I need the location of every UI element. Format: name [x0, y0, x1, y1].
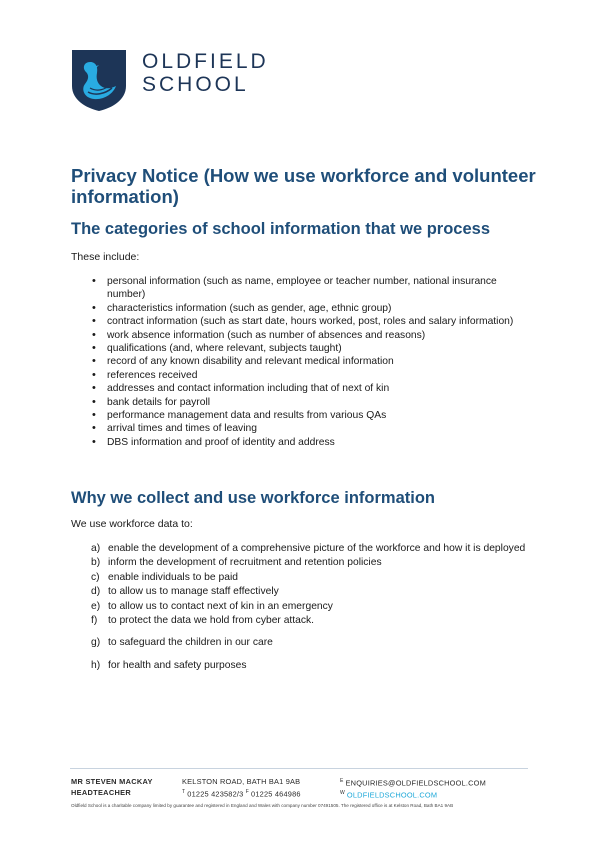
list-item — [91, 614, 531, 628]
list-item: • references received — [92, 369, 532, 382]
list-item — [91, 600, 531, 614]
why-collect-intro: We use workforce data to: — [71, 518, 193, 530]
list-item — [91, 542, 531, 556]
categories-list — [92, 275, 532, 449]
page-title: Privacy Notice (How we use workforce and volunteer information) — [71, 165, 536, 207]
footer-divider — [70, 768, 528, 769]
list-item-label: c) — [91, 571, 100, 583]
list-item — [91, 585, 531, 599]
list-item-label: f) — [91, 615, 98, 627]
list-item — [91, 556, 531, 570]
list-item — [91, 571, 531, 585]
list-item: • addresses and contact information including that of next of kin — [92, 382, 532, 395]
list-item: • performance management data and results from various QAs — [92, 409, 532, 422]
company-footnote: Oldfield School is a charitable company limited by guarantee and registered in England and Wales with company number 07491505. The registered office is at Kelston Road, Bath BA1 9AB — [71, 803, 454, 808]
list-item-label: g) — [91, 637, 101, 649]
list-item-text: for health and safety purposes — [108, 659, 247, 671]
list-item: • contract information (such as start date, hours worked, post, roles and salary information) — [92, 315, 532, 328]
section-heading-why-collect: Why we collect and use workforce information — [71, 489, 435, 507]
list-item — [91, 659, 531, 673]
footer-headteacher — [71, 776, 153, 798]
list-item: • qualifications (and, where relevant, subjects taught) — [92, 342, 532, 355]
section-heading-categories: The categories of school information that we process — [71, 220, 490, 238]
list-item: • record of any known disability and relevant medical information — [92, 355, 532, 368]
list-item: • personal information (such as name, employee or teacher number, national insurance number) — [92, 275, 532, 302]
school-name-line1: OLDFIELD — [142, 50, 269, 73]
list-item-label: b) — [91, 557, 101, 569]
list-item-label: e) — [91, 600, 101, 612]
school-address: KELSTON ROAD, BATH BA1 9AB — [182, 777, 301, 786]
phone-numbers: $^T$ 01225 423582/3 $^F$ 01225 464986 — [182, 789, 301, 799]
footer-address — [182, 776, 301, 799]
list-item-text: to allow us to manage staff effectively — [108, 586, 279, 598]
headteacher-name: MR STEVEN MACKAY — [71, 777, 153, 786]
list-item: • DBS information and proof of identity and address — [92, 436, 532, 449]
fax: 01225 464986 — [251, 789, 301, 799]
headteacher-role: HEADTEACHER — [71, 788, 131, 797]
list-item-label: h) — [91, 659, 101, 671]
list-item — [91, 636, 531, 650]
categories-intro: These include: — [71, 251, 140, 263]
list-item: • work absence information (such as number of absences and reasons) — [92, 329, 532, 342]
list-item-text: inform the development of recruitment and retention policies — [108, 557, 382, 569]
list-item: • arrival times and times of leaving — [92, 422, 532, 435]
school-name — [142, 50, 269, 96]
purposes-list — [91, 542, 531, 673]
list-item-text: to safeguard the children in our care — [108, 637, 273, 649]
list-item-label: d) — [91, 586, 101, 598]
school-name-line2: SCHOOL — [142, 73, 249, 96]
telephone: 01225 423582/3 — [187, 789, 244, 799]
school-logo — [70, 48, 269, 112]
list-item-text: enable the development of a comprehensive picture of the workforce and how it is deployed — [108, 543, 526, 554]
list-item-text: to allow us to contact next of kin in an emergency — [108, 600, 333, 612]
website-link[interactable]: OLDFIELDSCHOOL.COM — [346, 790, 438, 800]
swan-crest-icon — [70, 48, 128, 112]
list-item-text: enable individuals to be paid — [108, 571, 238, 583]
list-item-text: to protect the data we hold from cyber attack. — [108, 615, 315, 627]
list-item-label: a) — [91, 543, 101, 554]
footer-contact: $^E$ ENQUIRIES@OLDFIELDSCHOOL.COM $^W$ OLDFIELDSCHOOL.COM — [340, 778, 486, 800]
list-item: • characteristics information (such as gender, age, ethnic group) — [92, 302, 532, 315]
email-link[interactable]: ENQUIRIES@OLDFIELDSCHOOL.COM — [345, 778, 486, 788]
list-item: • bank details for payroll — [92, 396, 532, 409]
